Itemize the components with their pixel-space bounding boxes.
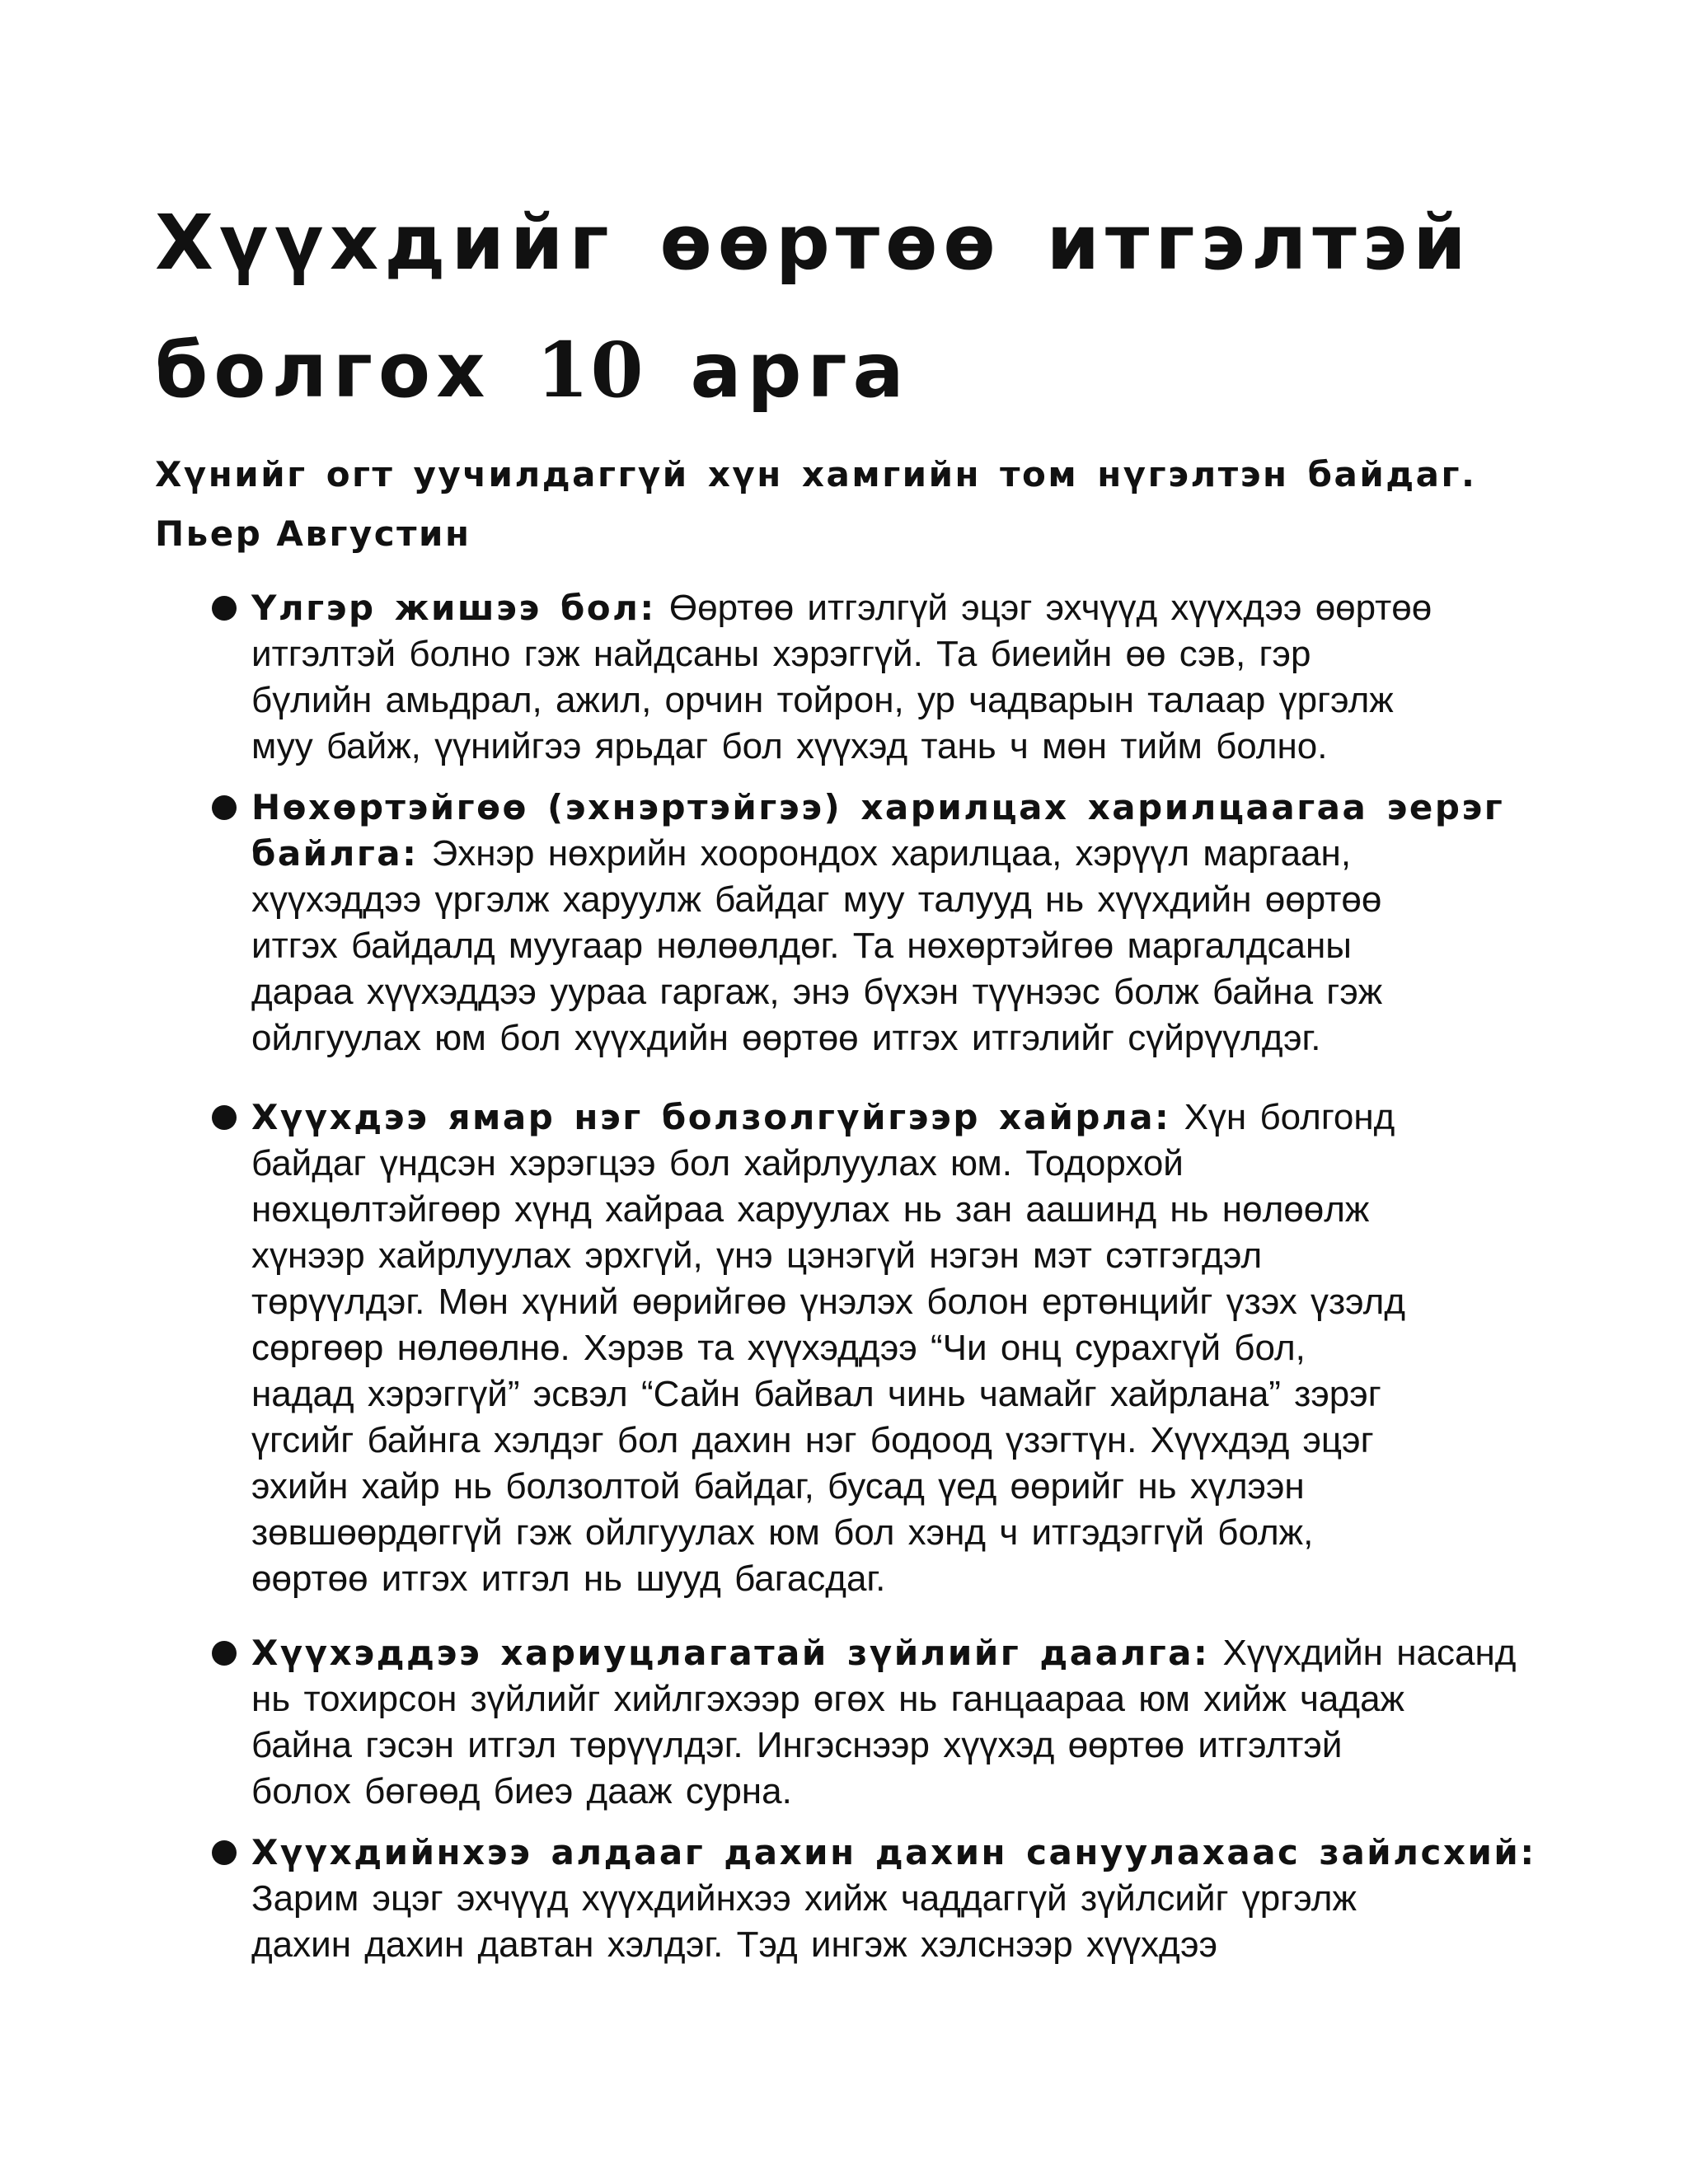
item-line: надад хэрэггүй” эсвэл “Сайн байвал чинь чамайг хайрлана” зэрэг [251, 1374, 1381, 1414]
bullet-dot [212, 1840, 237, 1865]
title-line-2-start: болгох [155, 326, 537, 415]
title-line-1: Хүүхдийг өөртөө итгэлтэй [155, 199, 1472, 287]
item-line: муу байж, үүнийгээ ярьдаг бол хүүхэд тань ч мөн тийм болно. [251, 726, 1328, 766]
item-line: Зарим эцэг эхчүүд хүүхдийнхээ хийж чаддаггүй зүйлсийг үргэлж [251, 1878, 1357, 1919]
item-heading: Нөхөртэйгөө (эхнэртэйгээ) харилцах харилцаагаа эерэг [251, 787, 1505, 827]
item-text: Хүүхдийн насанд [1209, 1633, 1517, 1673]
item-line: эхийн хайр нь болзолтой байдаг, бусад үед өөрийг нь хүлээн [251, 1466, 1305, 1507]
item-line [251, 785, 1537, 831]
item-line: нь тохирсон зүйлийг хийлгэхээр өгөх нь ганцаараа юм хийж чадаж [251, 1679, 1404, 1719]
item-line: төрүүлдэг. Мөн хүний өөрийгөө үнэлэх болон ертөнцийг үзэх үзэлд [251, 1282, 1406, 1322]
item-line [251, 1630, 1537, 1676]
item-line: үгсийг байнга хэлдэг бол дахин нэг бодоод үзэгтүн. Хүүхдэд эцэг [251, 1420, 1374, 1460]
item-line: дахин дахин давтан хэлдэг. Тэд ингэж хэлснээр хүүхдээ [251, 1924, 1218, 1965]
bullet-dot [212, 1641, 237, 1666]
item-line: болох бөгөөд биеэ дааж сурна. [251, 1771, 792, 1811]
item-line: байна гэсэн итгэл төрүүлдэг. Ингэснээр хүүхэд өөртөө итгэлтэй [251, 1725, 1343, 1765]
title-number: 10 [536, 326, 645, 415]
item-line [251, 585, 1537, 631]
bullet-dot [212, 1105, 237, 1130]
item-line: итгэлтэй болно гэж найдсаны хэрэггүй. Та биеийн өө сэв, гэр [251, 634, 1311, 674]
item-heading: Хүүхдийнхээ алдааг дахин дахин сануулахаас зайлсхий: [251, 1832, 1536, 1872]
item-line: байдаг үндсэн хэрэгцээ бол хайрлуулах юм. Тодорхой [251, 1143, 1184, 1183]
item-heading-continued: байлга: [251, 833, 419, 874]
item-line: итгэх байдалд муугаар нөлөөлдөг. Та нөхөртэйгөө маргалдсаны [251, 926, 1352, 966]
epigraph-quote: Хүнийг огт уучилдаггүй хүн хамгийн том нүгэлтэн байдаг. [155, 454, 1477, 494]
item-line: хүүхэддээ үргэлж харуулж байдаг муу талууд нь хүүхдийн өөртөө [251, 879, 1382, 920]
item-text: Өөртөө итгэлгүй эцэг эхчүүд хүүхдээ өөртөө [655, 588, 1432, 628]
item-heading: Үлгэр жишээ бол: [251, 588, 656, 628]
item-heading: Хүүхэддээ хариуцлагатай зүйлийг даалга: [251, 1633, 1210, 1673]
list-item [251, 785, 1537, 1062]
item-line [251, 1094, 1537, 1141]
page-title [155, 180, 1556, 434]
item-line: нөхцөлтэйгөөр хүнд хайраа харуулах нь зан аашинд нь нөлөөлж [251, 1189, 1370, 1230]
title-line-2 [155, 307, 1556, 434]
list-item [251, 585, 1537, 770]
item-line: ойлгуулах юм бол хүүхдийн өөртөө итгэх итгэлийг сүйрүүлдэг. [251, 1018, 1321, 1058]
bullet-dot [212, 795, 237, 820]
item-line: зөвшөөрдөггүй гэж ойлгуулах юм бол хэнд ч итгэдэггүй болж, [251, 1512, 1314, 1553]
item-text: Эхнэр нөхрийн хоорондох харилцаа, хэрүүл маргаан, [418, 833, 1352, 874]
bullet-dot [212, 596, 237, 621]
item-heading: Хүүхдээ ямар нэг болзолгүйгээр хайрла: [251, 1097, 1171, 1137]
list-item [251, 1630, 1537, 1815]
item-line: бүлийн амьдрал, ажил, орчин тойрон, ур чадварын талаар үргэлж [251, 680, 1394, 720]
item-line: дараа хүүхэддээ уураа гаргаж, энэ бүхэн түүнээс болж байна гэж [251, 972, 1383, 1012]
title-line-2-end: арга [645, 326, 910, 415]
item-text: Хүн болгонд [1170, 1097, 1395, 1137]
item-line [251, 1830, 1537, 1876]
item-line: сөргөөр нөлөөлнө. Хэрэв та хүүхэддээ “Чи онц сурахгүй бол, [251, 1328, 1306, 1368]
list-item [251, 1094, 1537, 1602]
list-item [251, 1830, 1537, 1968]
item-line [251, 831, 1537, 877]
item-line: өөртөө итгэх итгэл нь шууд багасдаг. [251, 1558, 886, 1599]
epigraph-author: Пьер Августин [155, 513, 471, 554]
item-line: хүнээр хайрлуулах эрхгүй, үнэ цэнэгүй нэгэн мэт сэтгэгдэл [251, 1235, 1263, 1276]
